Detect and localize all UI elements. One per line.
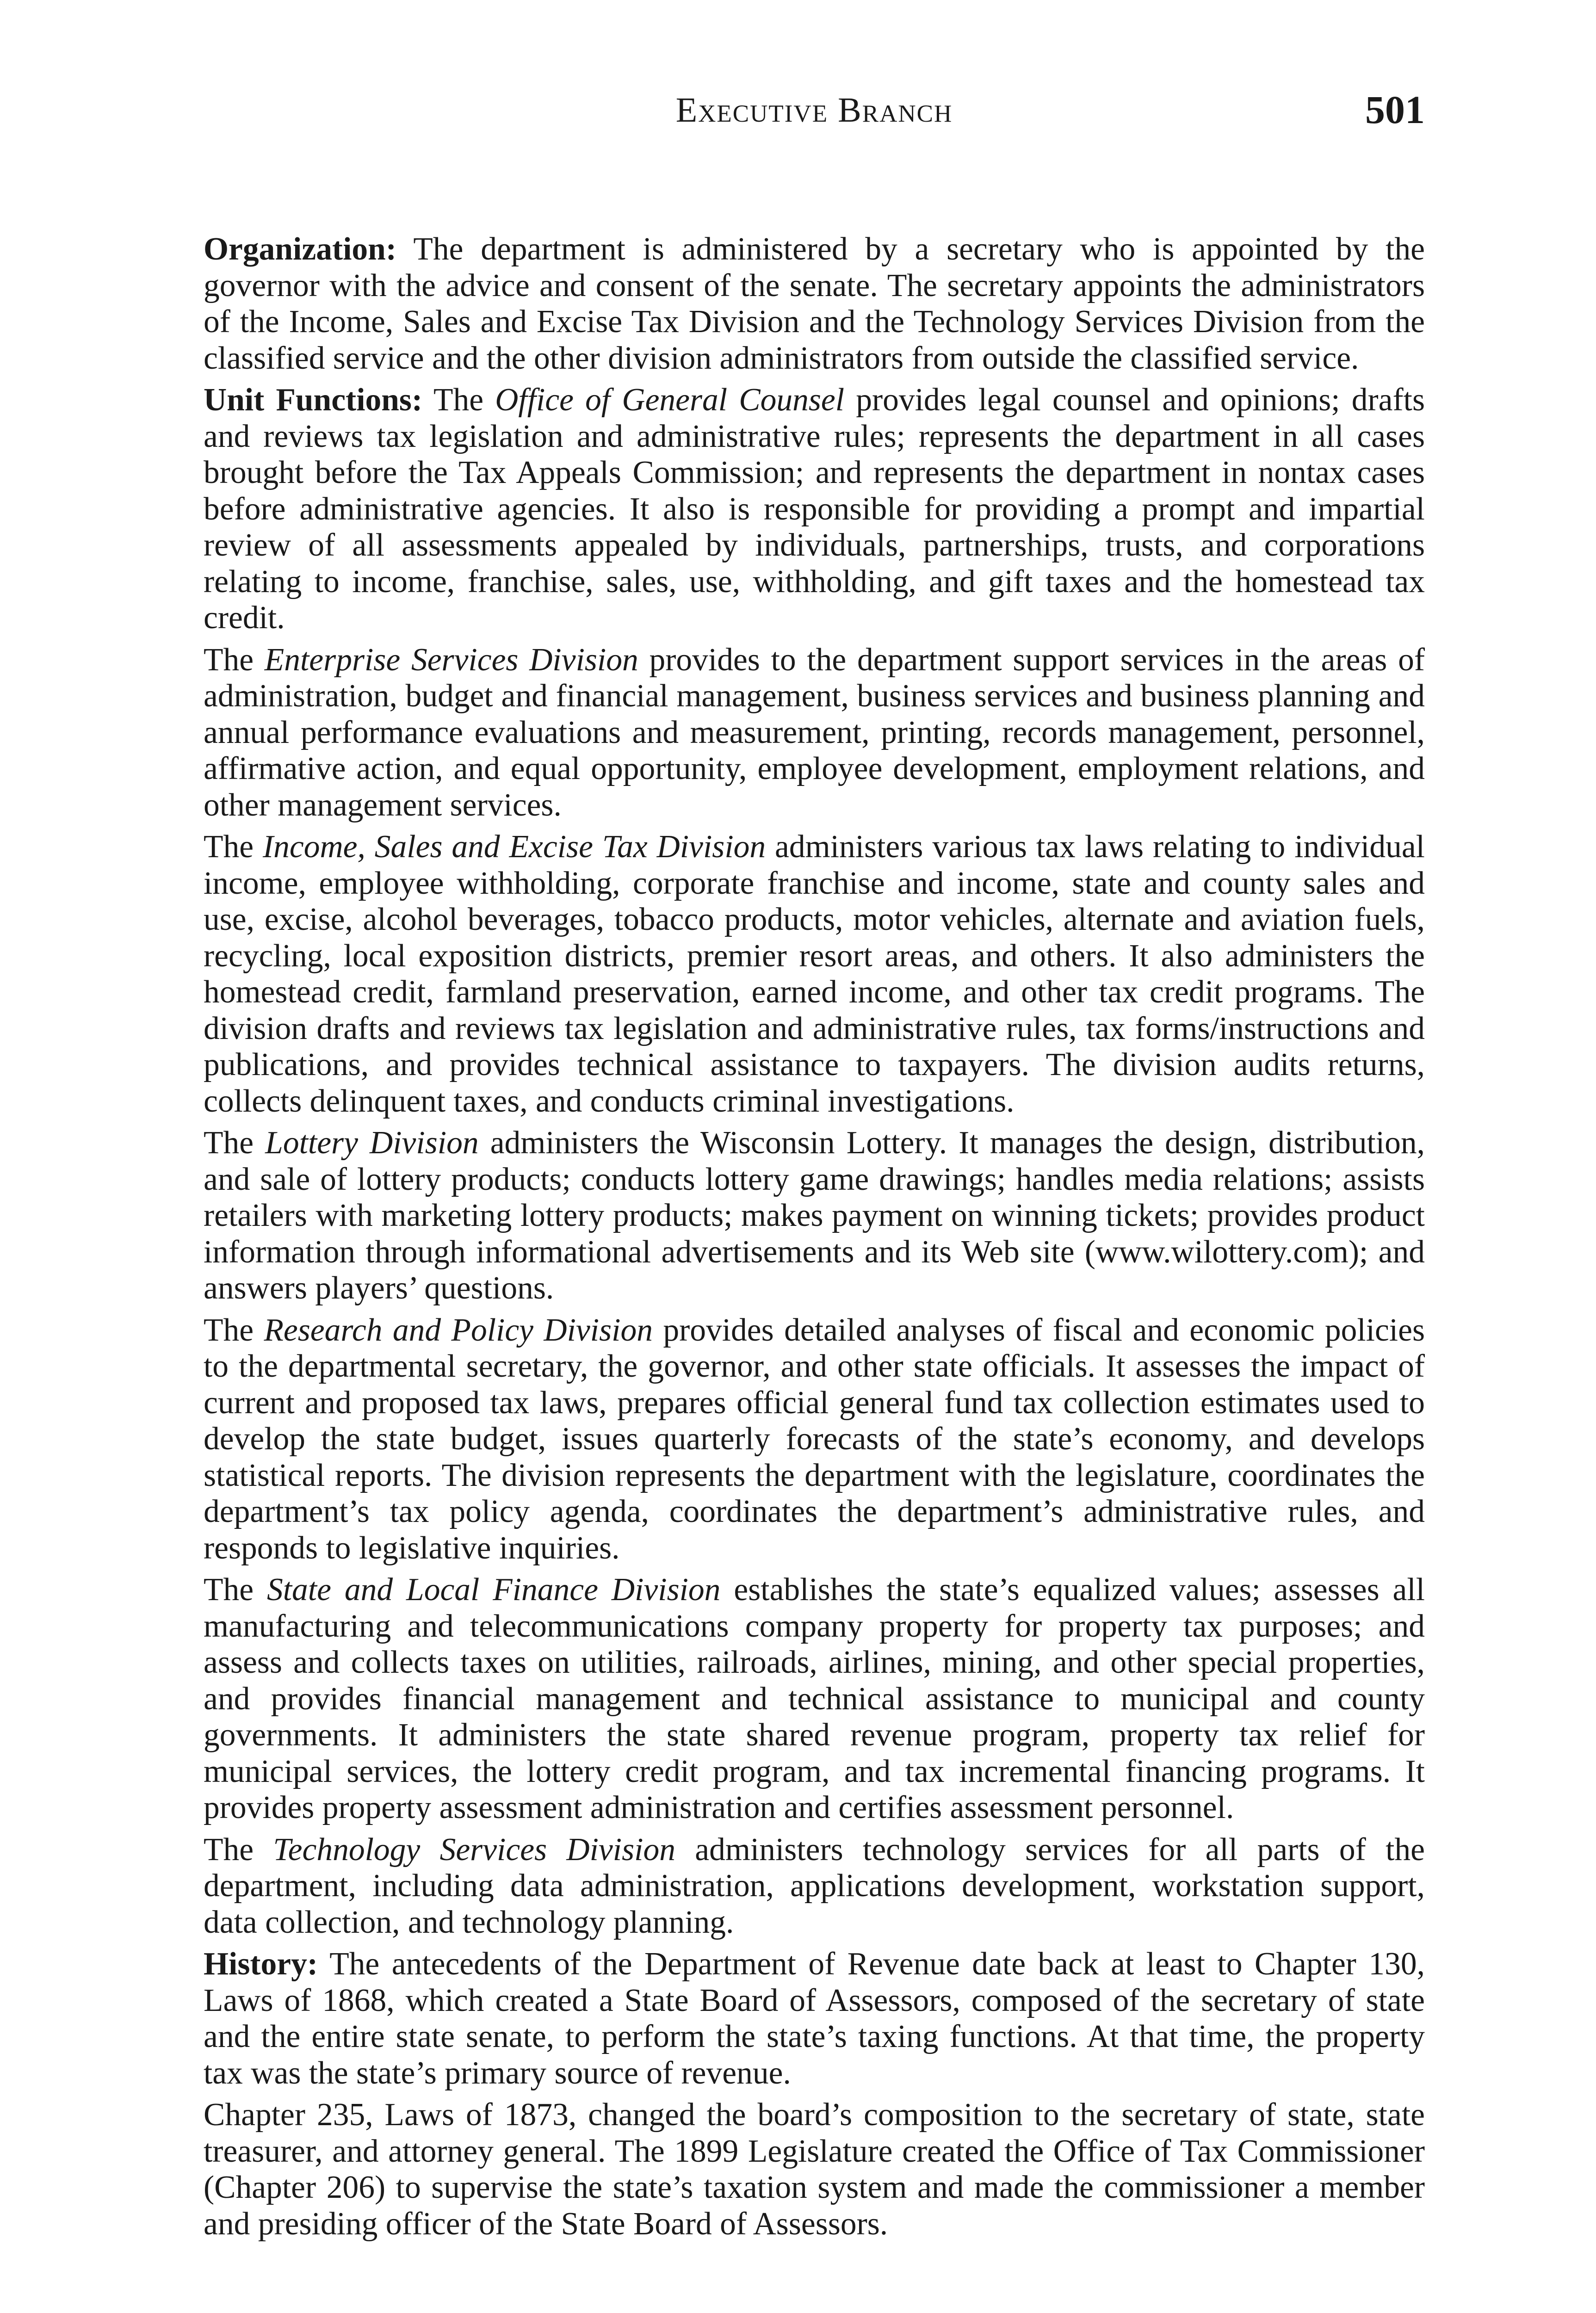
research-pre: The [204, 1312, 264, 1348]
chapter-235-text: Chapter 235, Laws of 1873, changed the board’s composition to the secretary of state, state treasurer, and attorney general. The 1899 Legislature created the Office of Tax Commissioner (Chapter 206) to supervise the state’s taxation system and made the commissioner a member and presiding officer of the State Board of Assessors. [204, 2097, 1425, 2242]
page-number: 501 [1365, 87, 1425, 132]
unit-functions-heading: Unit Functions: [204, 382, 423, 418]
running-head: Executive Branch [675, 91, 953, 130]
lottery-text: administers the Wisconsin Lottery. It manages the design, distribution, and sale of lottery products; conducts lottery game drawings; handles media relations; assists retailers with marketing lottery products; makes payment on winning tickets; provides product information through informational advertisements and its Web site (www.wilottery.com); and answers players’ questions. [204, 1125, 1425, 1306]
research-division-name: Research and Policy Division [264, 1312, 653, 1348]
unit-functions-text: provides legal counsel and opinions; drafts and reviews tax legislation and administrative rules; represents the department in all cases brought before the Tax Appeals Commission; and represents the department in nontax cases before administrative agencies. It also is responsible for providing a prompt and impartial review of all assessments appealed by individuals, partnerships, trusts, and corporations relating to income, franchise, sales, use, withholding, and gift taxes and the homestead tax credit. [204, 382, 1425, 636]
paragraph-organization [204, 231, 1425, 377]
technology-pre: The [204, 1831, 273, 1868]
income-text: administers various tax laws relating to individual income, employee withholding, corporate franchise and income, state and county sales and use, excise, alcohol beverages, tobacco products, motor vehicles, alternate and aviation fuels, recycling, local exposition districts, premier resort areas, and others. It also administers the homestead credit, farmland preservation, earned income, and other tax credit programs. The division drafts and reviews tax legislation and administrative rules, tax forms/instructions and publications, and provides technical assistance to taxpayers. The division audits returns, collects delinquent taxes, and conducts criminal investigations. [204, 829, 1425, 1119]
office-general-counsel-name: Office of General Counsel [495, 382, 845, 418]
paragraph-history [204, 1946, 1425, 2091]
paragraph-chapter-235 [204, 2097, 1425, 2242]
state-local-division-name: State and Local Finance Division [266, 1572, 721, 1608]
income-division-name: Income, Sales and Excise Tax Division [262, 829, 766, 865]
enterprise-pre: The [204, 642, 265, 678]
lottery-division-name: Lottery Division [265, 1125, 479, 1161]
paragraph-technology [204, 1832, 1425, 1941]
organization-text: The department is administered by a secretary who is appointed by the governor with the advice and consent of the senate. The secretary appoints the administrators of the Income, Sales and Excise Tax Division and the Technology Services Division from the classified service and the other division administrators from outside the classified service. [204, 231, 1425, 376]
enterprise-text: provides to the department support services in the areas of administration, budget and financial management, business services and business planning and annual performance evaluations and measurement, printing, records management, personnel, affirmative action, and equal opportunity, employee development, employment relations, and other management services. [204, 642, 1425, 823]
organization-heading: Organization: [204, 231, 396, 267]
unit-functions-pre: The [422, 382, 495, 418]
paragraph-enterprise [204, 642, 1425, 824]
page-header [204, 87, 1425, 146]
technology-division-name: Technology Services Division [273, 1831, 675, 1868]
state-local-pre: The [204, 1572, 267, 1608]
research-text: provides detailed analyses of fiscal and economic policies to the departmental secretary, the governor, and other state officials. It assesses the impact of current and proposed tax laws, prepares official general fund tax collection estimates used to develop the state budget, issues quarterly forecasts of the state’s economy, and develops statistical reports. The division represents the department with the legislature, coordinates the department’s tax policy agenda, coordinates the department’s administrative rules, and responds to legislative inquiries. [204, 1312, 1425, 1566]
paragraph-state-local [204, 1572, 1425, 1826]
state-local-text: establishes the state’s equalized values; assesses all manufacturing and telecommunications company property for property tax purposes; and assess and collects taxes on utilities, railroads, airlines, mining, and other special properties, and provides financial management and technical assistance to municipal and county governments. It administers the state shared revenue program, property tax relief for municipal services, the lottery credit program, and tax incremental financing programs. It provides property assessment administration and certifies assessment personnel. [204, 1572, 1425, 1825]
paragraph-income [204, 829, 1425, 1119]
paragraph-lottery [204, 1125, 1425, 1307]
technology-text: administers technology services for all parts of the department, including data administration, applications development, workstation support, data collection, and technology planning. [204, 1831, 1425, 1940]
history-heading: History: [204, 1946, 318, 1982]
paragraph-research [204, 1312, 1425, 1567]
history-text: The antecedents of the Department of Revenue date back at least to Chapter 130, Laws of 1868, which created a State Board of Assessors, composed of the secretary of state and the entire state senate, to perform the state’s taxing functions. At that time, the property tax was the state’s primary source of revenue. [204, 1946, 1425, 2091]
body-text [204, 231, 1425, 2248]
enterprise-division-name: Enterprise Services Division [264, 642, 638, 678]
income-pre: The [204, 829, 263, 865]
paragraph-unit-functions [204, 382, 1425, 637]
lottery-pre: The [204, 1125, 266, 1161]
